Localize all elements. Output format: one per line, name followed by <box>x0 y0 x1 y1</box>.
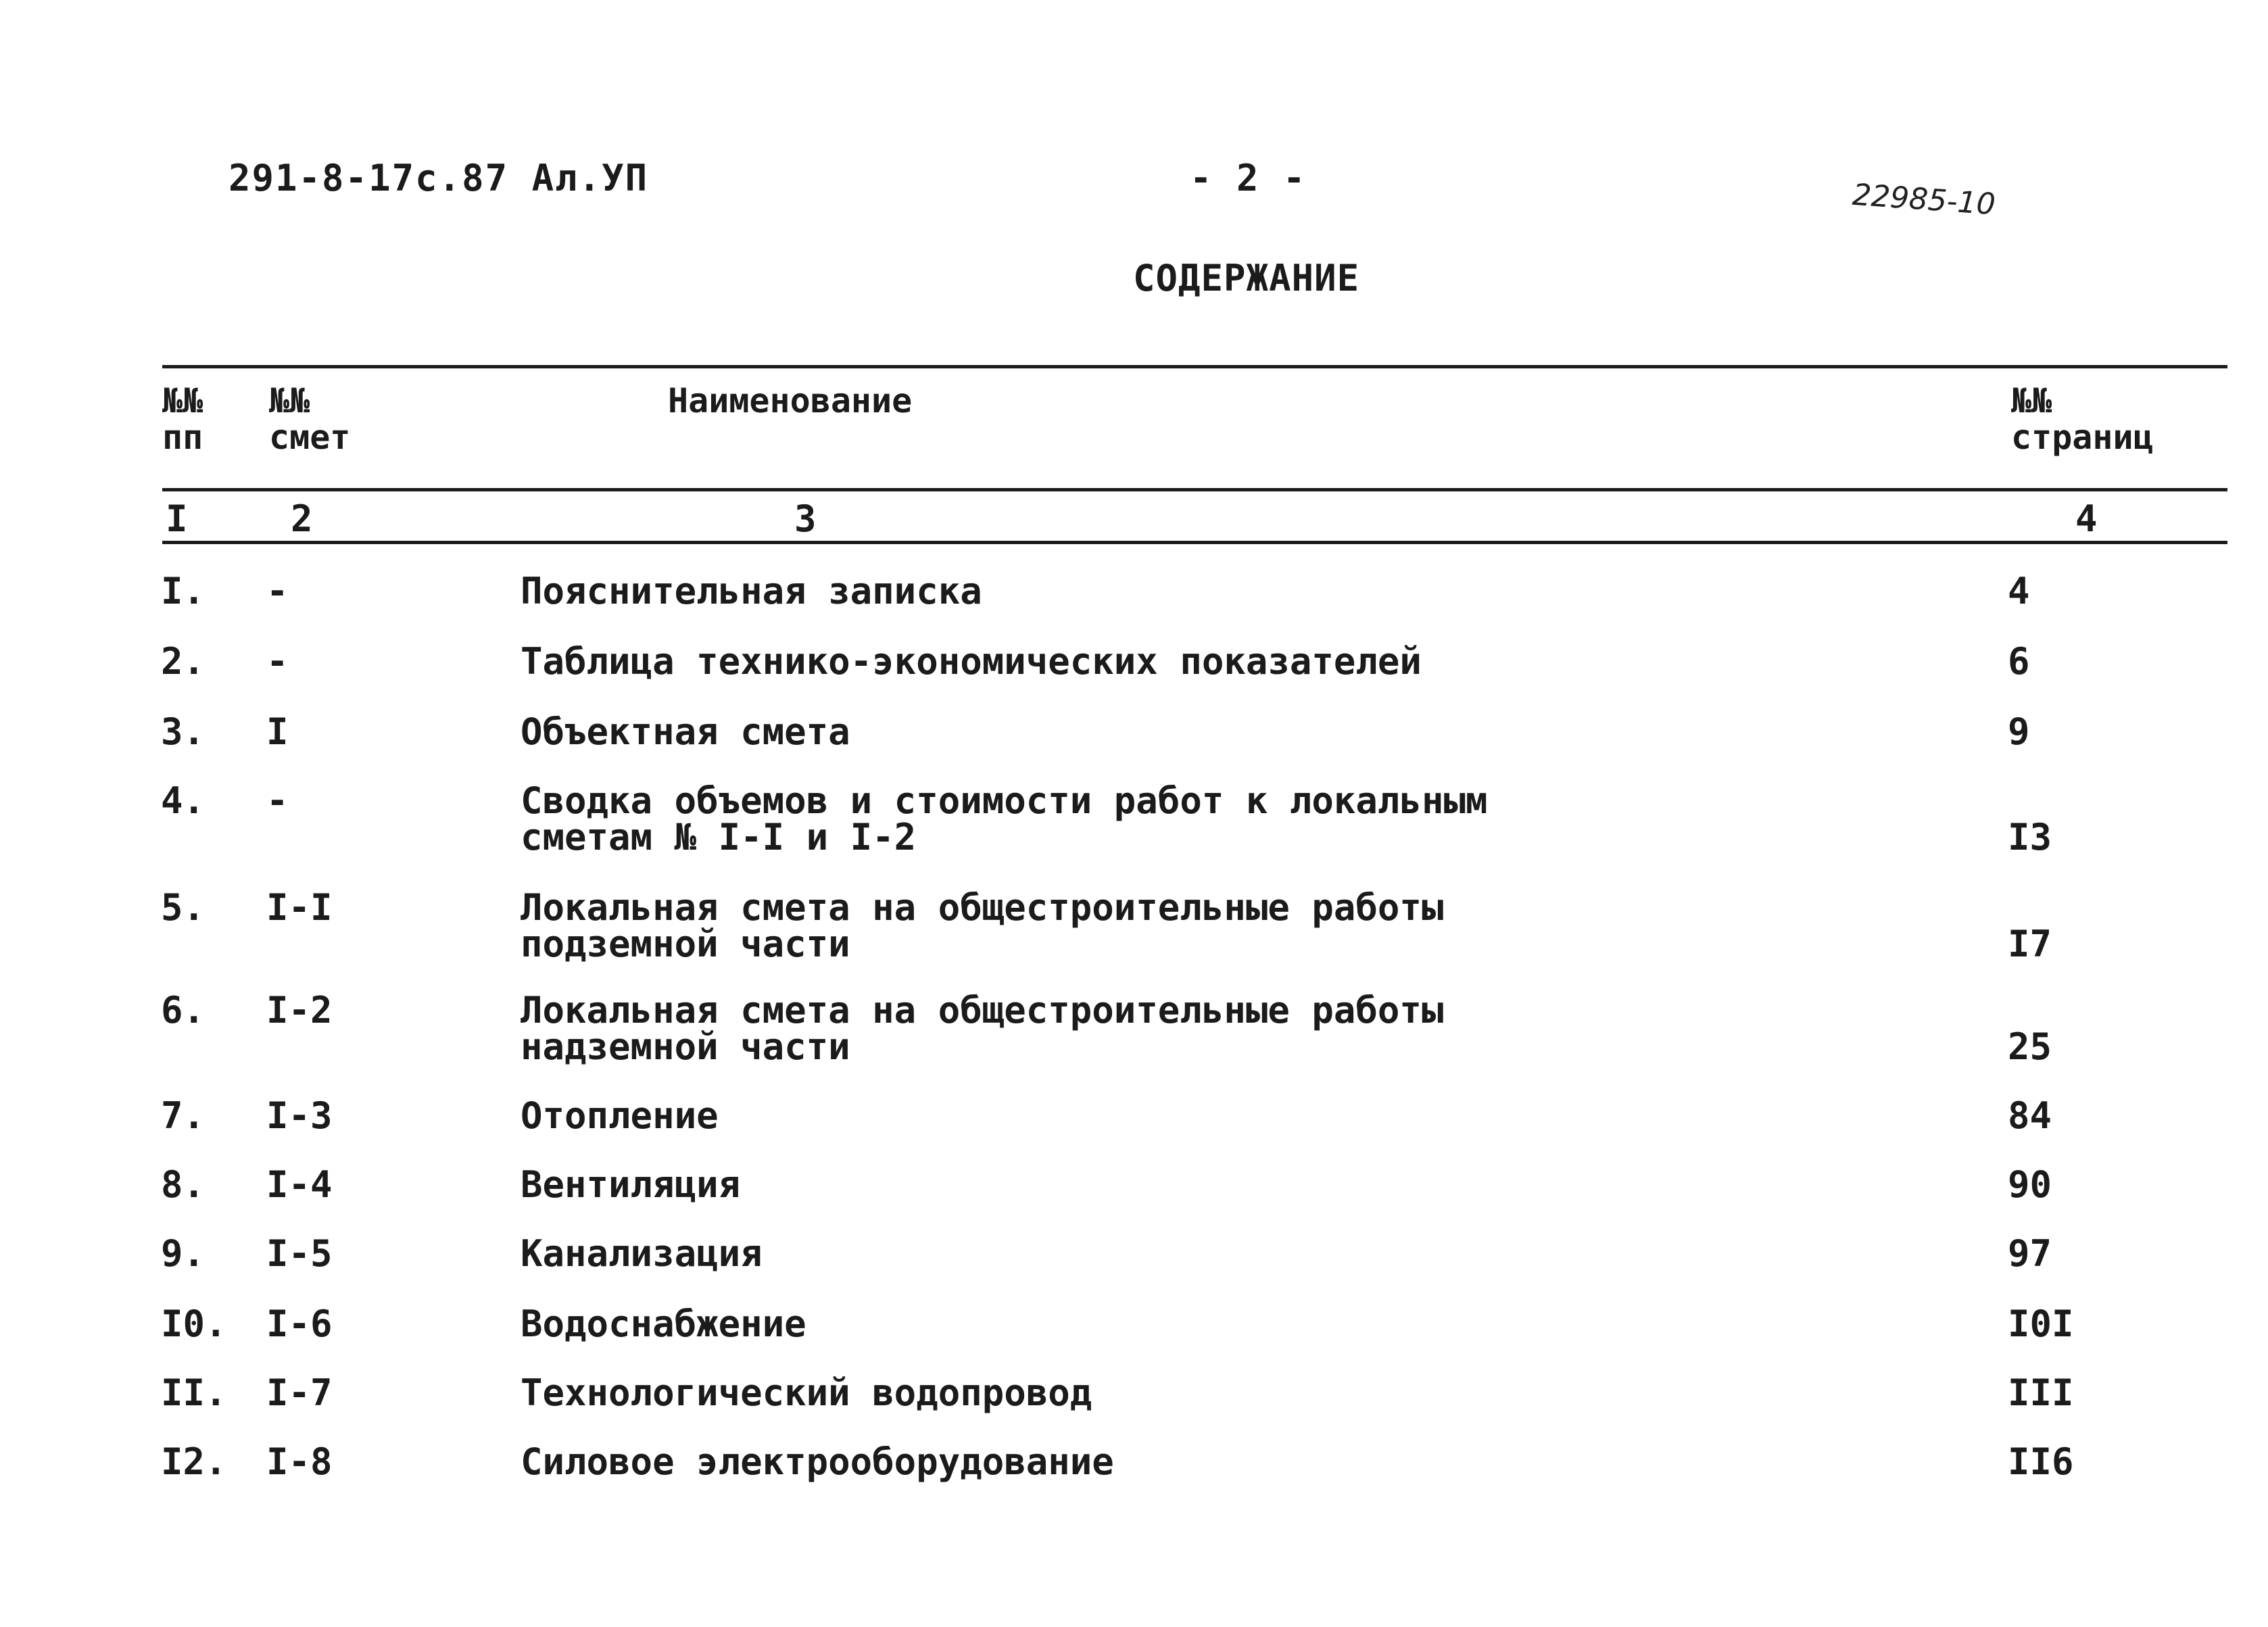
row-number: I2. <box>161 1440 227 1483</box>
row-page: I7 <box>2008 923 2052 965</box>
handwritten-number: 22985-10 <box>1851 177 1997 222</box>
document-code: 291-8-17с.87 Ал.УП <box>228 157 649 199</box>
row-estimate: I-4 <box>266 1163 333 1206</box>
col-header-row-number <box>162 383 203 456</box>
row-number: 9. <box>161 1232 206 1275</box>
row-estimate: I-2 <box>266 989 333 1031</box>
col-header-estimate-number <box>269 383 350 456</box>
column-number-3: 3 <box>794 497 817 540</box>
row-estimate: I-I <box>266 886 333 929</box>
row-page: 97 <box>2008 1232 2052 1275</box>
row-estimate: - <box>266 779 289 822</box>
col-header-pages-line2: страниц <box>2011 418 2154 457</box>
row-page: I0I <box>2008 1303 2074 1345</box>
column-number-1: I <box>166 497 188 540</box>
table-top-rule <box>162 365 2227 368</box>
row-number: 3. <box>161 710 206 753</box>
column-number-2: 2 <box>291 497 313 540</box>
row-estimate: I-7 <box>266 1371 333 1414</box>
col-header-pages <box>2011 383 2154 456</box>
row-page: 84 <box>2008 1094 2052 1137</box>
row-name: Силовое электрооборудование <box>521 1440 1114 1483</box>
row-estimate: I-3 <box>266 1094 333 1137</box>
row-name: Технологический водопровод <box>521 1371 1092 1414</box>
row-page: 25 <box>2008 1025 2052 1068</box>
page-number: - 2 - <box>1190 157 1307 199</box>
col-header-pages-line1: №№ <box>2011 381 2052 420</box>
column-number-4: 4 <box>2075 497 2098 540</box>
row-number: I0. <box>161 1303 227 1345</box>
row-number: 6. <box>161 989 206 1031</box>
row-number: 2. <box>161 640 206 683</box>
col-header-row-number-line2: пп <box>162 418 203 457</box>
col-header-name <box>668 383 912 419</box>
row-page: 4 <box>2008 570 2030 612</box>
row-page: III <box>2008 1371 2074 1414</box>
row-page: II6 <box>2008 1440 2074 1483</box>
row-estimate: - <box>266 570 289 612</box>
row-number: II. <box>161 1371 227 1414</box>
row-page: I3 <box>2008 816 2052 858</box>
row-number: 7. <box>161 1094 206 1137</box>
row-name: Локальная смета на общестроительные работы надземной части <box>521 989 1444 1068</box>
row-name: Вентиляция <box>521 1163 741 1206</box>
row-page: 6 <box>2008 640 2030 683</box>
col-header-row-number-line1: №№ <box>162 381 203 420</box>
row-name: Объектная смета <box>521 710 850 753</box>
row-number: 4. <box>161 779 206 822</box>
row-name: Водоснабжение <box>521 1303 806 1345</box>
row-number: I. <box>161 570 206 612</box>
table-header-rule <box>162 488 2227 491</box>
row-number: 8. <box>161 1163 206 1206</box>
col-header-estimate-line2: смет <box>269 418 351 457</box>
page-title: СОДЕРЖАНИЕ <box>1133 257 1360 299</box>
row-name: Отопление <box>521 1094 719 1137</box>
row-page: 9 <box>2008 710 2030 753</box>
row-name: Канализация <box>521 1232 763 1275</box>
row-name: Пояснительная записка <box>521 570 982 612</box>
row-estimate: - <box>266 640 289 683</box>
col-header-name-label: Наименование <box>668 381 913 420</box>
table-column-number-rule <box>162 541 2227 544</box>
row-name: Таблица технико-экономических показателей <box>521 640 1422 683</box>
col-header-estimate-line1: №№ <box>269 381 310 420</box>
row-name: Сводка объемов и стоимости работ к локальным сметам № I-I и I-2 <box>521 779 1488 858</box>
row-estimate: I-6 <box>266 1303 333 1345</box>
row-estimate: I-8 <box>266 1440 333 1483</box>
row-name: Локальная смета на общестроительные работы подземной части <box>521 886 1444 965</box>
row-number: 5. <box>161 886 206 929</box>
row-estimate: I <box>266 710 289 753</box>
row-page: 90 <box>2008 1163 2052 1206</box>
row-estimate: I-5 <box>266 1232 333 1275</box>
